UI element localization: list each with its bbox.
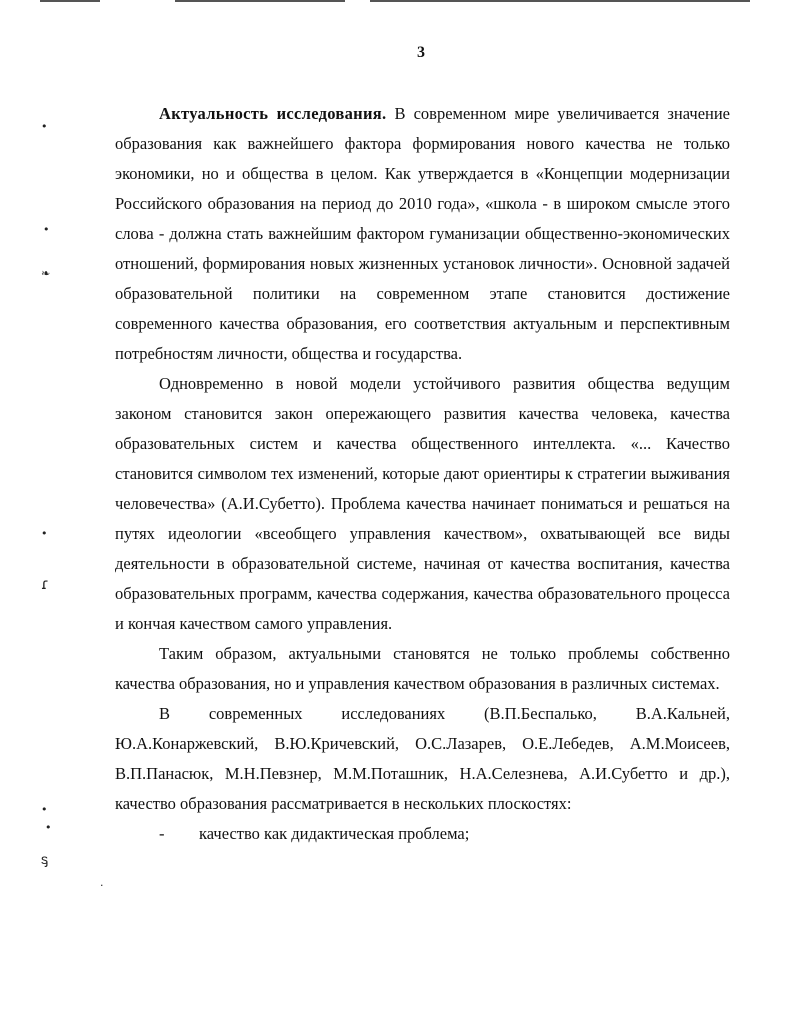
paragraph-quality-model: Одновременно в новой модели устойчивого развития общества ведущим законом становится закон опережающего развития качества человека, качества образовательных систем и качества общественного интеллекта. «... Качество становится символом тех изменений, которые дают ориентиры к стратегии выживания человечества» (А.И.Субетто). Проблема качества начинает пониматься и решаться на путях идеологии «всеобщего управления качеством», охватывающей все виды деятельности в образовательной системе, начиная от качества воспитания, качества образовательных программ, качества содержания, качества образовательного процесса и кончая качеством самого управления. <box>115 374 730 633</box>
relevance-text: В современном мире увеличивается значение образования как важнейшего фактора формирования нового качества не только экономики, но и общества в целом. Как утверждается в «Концепции модернизации Российского образования на период до 2010 года», «школа - в широком смысле этого слова - должна стать важнейшим фактором гуманизации общественно-экономических отношений, формирования новых жизненных установок личности». Основной задачей образовательной политики на современном этапе становится достижение современного качества образования, его соответствия актуальным и перспективным потребностям личности, общества и государства. <box>115 104 731 363</box>
margin-mark: • <box>41 527 48 540</box>
top-scan-rule <box>370 0 750 2</box>
relevance-heading: Актуальность исследования. <box>159 104 387 123</box>
list-item <box>115 819 730 849</box>
margin-mark: ❧ <box>41 267 51 280</box>
list-dash: - <box>159 824 165 843</box>
paragraph-research: В современных исследованиях (В.П.Беспалько, В.А.Кальней, Ю.А.Конаржевский, В.Ю.Кричевский, О.С.Лазарев, О.Е.Лебедев, А.М.Моисеев, В.П.Панасюк, М.Н.Певзнер, М.М.Поташник, Н.А.Селезнева, А.И.Субетто и др.), качество образования рассматривается в нескольких плоскостях: <box>115 704 730 813</box>
margin-mark: • <box>41 120 48 133</box>
top-scan-rule <box>175 0 345 2</box>
margin-mark: • <box>43 223 50 236</box>
margin-mark: ᶊ <box>41 852 48 868</box>
margin-mark: ɾ <box>41 575 49 593</box>
body-text <box>115 99 730 849</box>
paragraph-quality-management: Таким образом, актуальными становятся не только проблемы собственно качества образования, но и управления качеством образования в различных системах. <box>115 644 730 693</box>
paragraph-relevance <box>115 99 730 369</box>
page-number: 3 <box>417 44 425 61</box>
list-item-text: качество как дидактическая проблема; <box>199 824 470 843</box>
margin-mark: · <box>100 879 104 892</box>
top-scan-rule <box>40 0 100 2</box>
margin-mark: • <box>45 821 52 834</box>
margin-mark: • <box>41 803 48 816</box>
